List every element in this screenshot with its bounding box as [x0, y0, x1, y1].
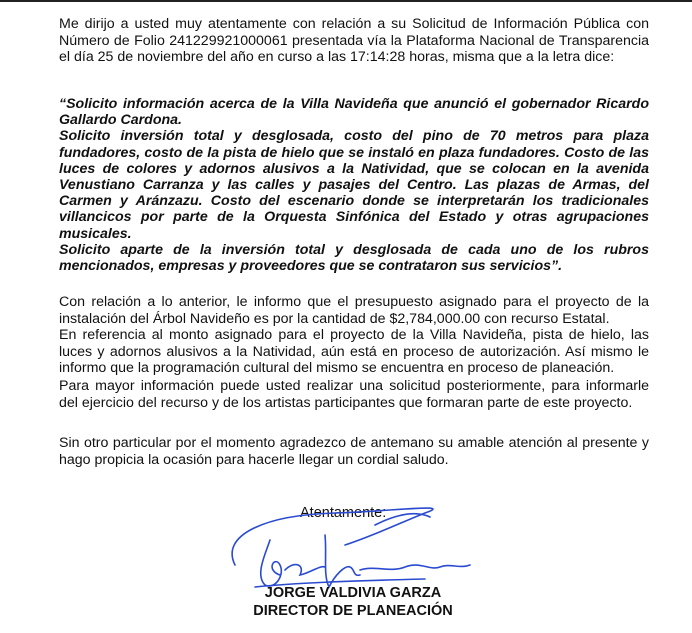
quote-line-2: Solicito inversión total y desglosada, costo del pino de 70 metros para plaza fundadores, costo de la pista de hielo que se instaló en plaza fundadores. Costo de las luces de colores y adornos alusivos a la Natividad, que se colocan en la avenida Venustiano Carranza y las calles y pasajes del Centro. Las plazas de Armas, del Carmen y Aránzazu. Costo del escenario donde se interpretarán los tradicionales villancicos por parte de la Orquesta Sinfónica del Estado y otras agrupaciones musicales. — [59, 128, 649, 242]
response-paragraph-3 — [59, 378, 649, 411]
intro-text: Me dirijo a usted muy atentamente con relación a su Solicitud de Información Pública con Número de Folio 241229921000061 presentada vía la Plataforma Nacional de Transparencia el día 25 de noviembre del año en curso a las 17:14:28 horas, misma que a la letra dice: — [59, 16, 649, 65]
signer-title: DIRECTOR DE PLANEACIÓN — [253, 603, 453, 619]
quote-line-3: Solicito aparte de la inversión total y desglosada de cada uno de los rubros mencionados, empresas y proveedores que se contrataron sus servicios”. — [59, 241, 649, 275]
response-text-1: Con relación a lo anterior, le informo que el presupuesto asignado para el proyecto de la instalación del Árbol Navideño es por la cantidad de $2,784,000.00 con recurso Estatal. — [59, 294, 649, 327]
farewell-text: Sin otro particular por el momento agradezco de antemano su amable atención al presente y hago propicia la ocasión para hacerle llegar un cordial saludo. — [59, 435, 649, 468]
response-text-2: En referencia al monto asignado para el proyecto de la Villa Navideña, pista de hielo, las luces y adornos alusivos a la Natividad, aún está en proceso de autorización. Así mismo le informo que la programación cultural del mismo se encuentra en proceso de planeación. — [59, 327, 649, 376]
quote-line-1: “Solicito información acerca de la Villa Navideña que anunció el gobernador Ricardo Gallardo Cardona. — [59, 96, 649, 129]
signature-initial — [261, 540, 282, 586]
signature-stroke-3 — [360, 565, 470, 570]
signature-top-swash — [375, 514, 430, 525]
response-paragraph-1 — [59, 294, 649, 327]
signer-name: JORGE VALDIVIA GARZA — [264, 585, 442, 601]
top-border — [0, 0, 692, 2]
response-text-3: Para mayor información puede usted realizar una solicitud posteriormente, para informarle del ejercicio del recurso y de los artistas participantes que formaran parte de este proyecto. — [59, 378, 649, 411]
signature-loop — [232, 508, 433, 565]
quoted-request — [59, 96, 649, 274]
farewell-paragraph — [59, 435, 649, 468]
response-paragraph-2 — [59, 327, 649, 377]
closing-salutation: Atentamente: — [300, 505, 387, 521]
signature-stroke-2 — [325, 535, 360, 587]
intro-paragraph — [59, 16, 649, 66]
signature-stroke-1 — [285, 565, 325, 575]
